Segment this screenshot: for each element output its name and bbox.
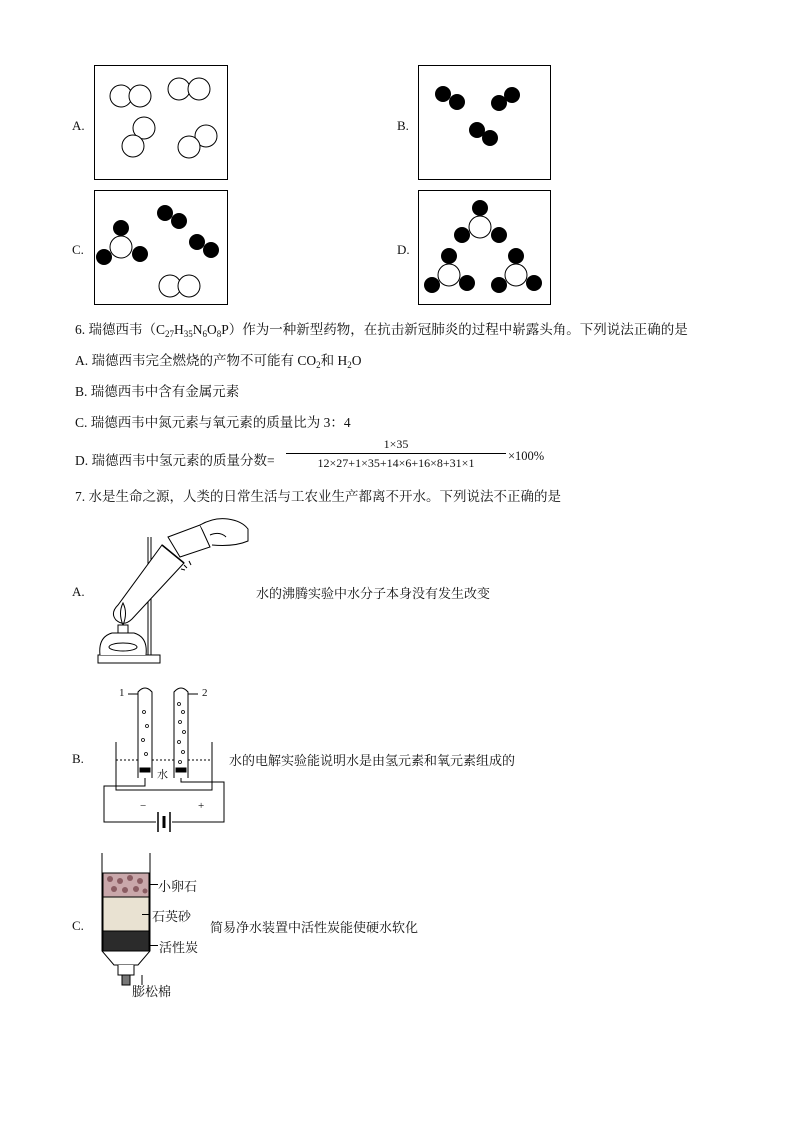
particle-box-b — [418, 65, 551, 180]
q6-option-b: B. 瑞德西韦中含有金属元素 — [75, 384, 240, 399]
particle-diagram-a — [95, 66, 227, 179]
q7-option-a-label: A. — [72, 584, 85, 599]
tube-1-label: 1 — [119, 687, 125, 699]
positive-terminal-label: + — [198, 800, 205, 812]
mass-fraction-formula — [286, 437, 506, 471]
q7-option-b-text: 水的电解实验能说明水是由氢元素和氧元素组成的 — [229, 753, 516, 768]
water-label: 水 — [157, 766, 168, 782]
particle-box-c — [94, 190, 228, 305]
q6-option-c: C. 瑞德西韦中氮元素与氧元素的质量比为 3：4 — [75, 415, 351, 430]
negative-terminal-label: − — [140, 800, 147, 812]
particle-diagram-c — [95, 191, 227, 304]
layer-2-leader — [142, 914, 150, 915]
particle-box-a — [94, 65, 228, 180]
q6-option-d-prefix: D. 瑞德西韦中氢元素的质量分数= — [75, 453, 275, 468]
boiling-apparatus-diagram — [92, 507, 252, 667]
q7-option-c-text: 简易净水装置中活性炭能使硬水软化 — [210, 920, 419, 935]
pebble-layer-label: 小卵石 — [158, 879, 198, 894]
option-c-label: C. — [72, 242, 84, 257]
electrolysis-apparatus-diagram — [100, 682, 228, 834]
q6-stem: 6. 瑞德西韦$(C_{27}H_{35}N_6O_8P)$作为一种新型药物，在抗击新冠肺炎的过程中崭露头角。下列说法正确的是 — [75, 322, 688, 339]
cotton-layer-label: 膨松棉 — [132, 984, 172, 999]
fraction-denominator: 12×27+1×35+14×6+16×8+31×1 — [286, 453, 506, 471]
q7-option-a-text: 水的沸腾实验中水分子本身没有发生改变 — [256, 586, 491, 601]
particle-diagram-d — [419, 191, 550, 304]
particle-diagram-b — [419, 66, 550, 179]
quartz-sand-layer-label: 石英砂 — [152, 909, 192, 924]
fraction-numerator: 1×35 — [383, 437, 409, 451]
particle-box-d — [418, 190, 551, 305]
water-purifier-diagram — [96, 853, 156, 993]
layer-1-leader — [150, 884, 158, 885]
q7-option-b-label: B. — [72, 751, 84, 766]
q6-option-d-suffix: ×100% — [508, 449, 545, 463]
q7-stem: 7. 水是生命之源，人类的日常生活与工农业生产都离不开水。下列说法不正确的是 — [75, 489, 561, 504]
q7-option-c-label: C. — [72, 918, 84, 933]
layer-3-leader — [150, 945, 158, 946]
option-b-label: B. — [397, 118, 409, 133]
activated-carbon-layer-label: 活性炭 — [159, 940, 199, 955]
option-d-label: D. — [397, 242, 410, 257]
option-a-label: A. — [72, 118, 85, 133]
q6-option-a: A. 瑞德西韦完全燃烧的产物不可能有 $CO_2$和 $H_2O$ — [75, 353, 362, 370]
tube-2-label: 2 — [202, 687, 208, 699]
